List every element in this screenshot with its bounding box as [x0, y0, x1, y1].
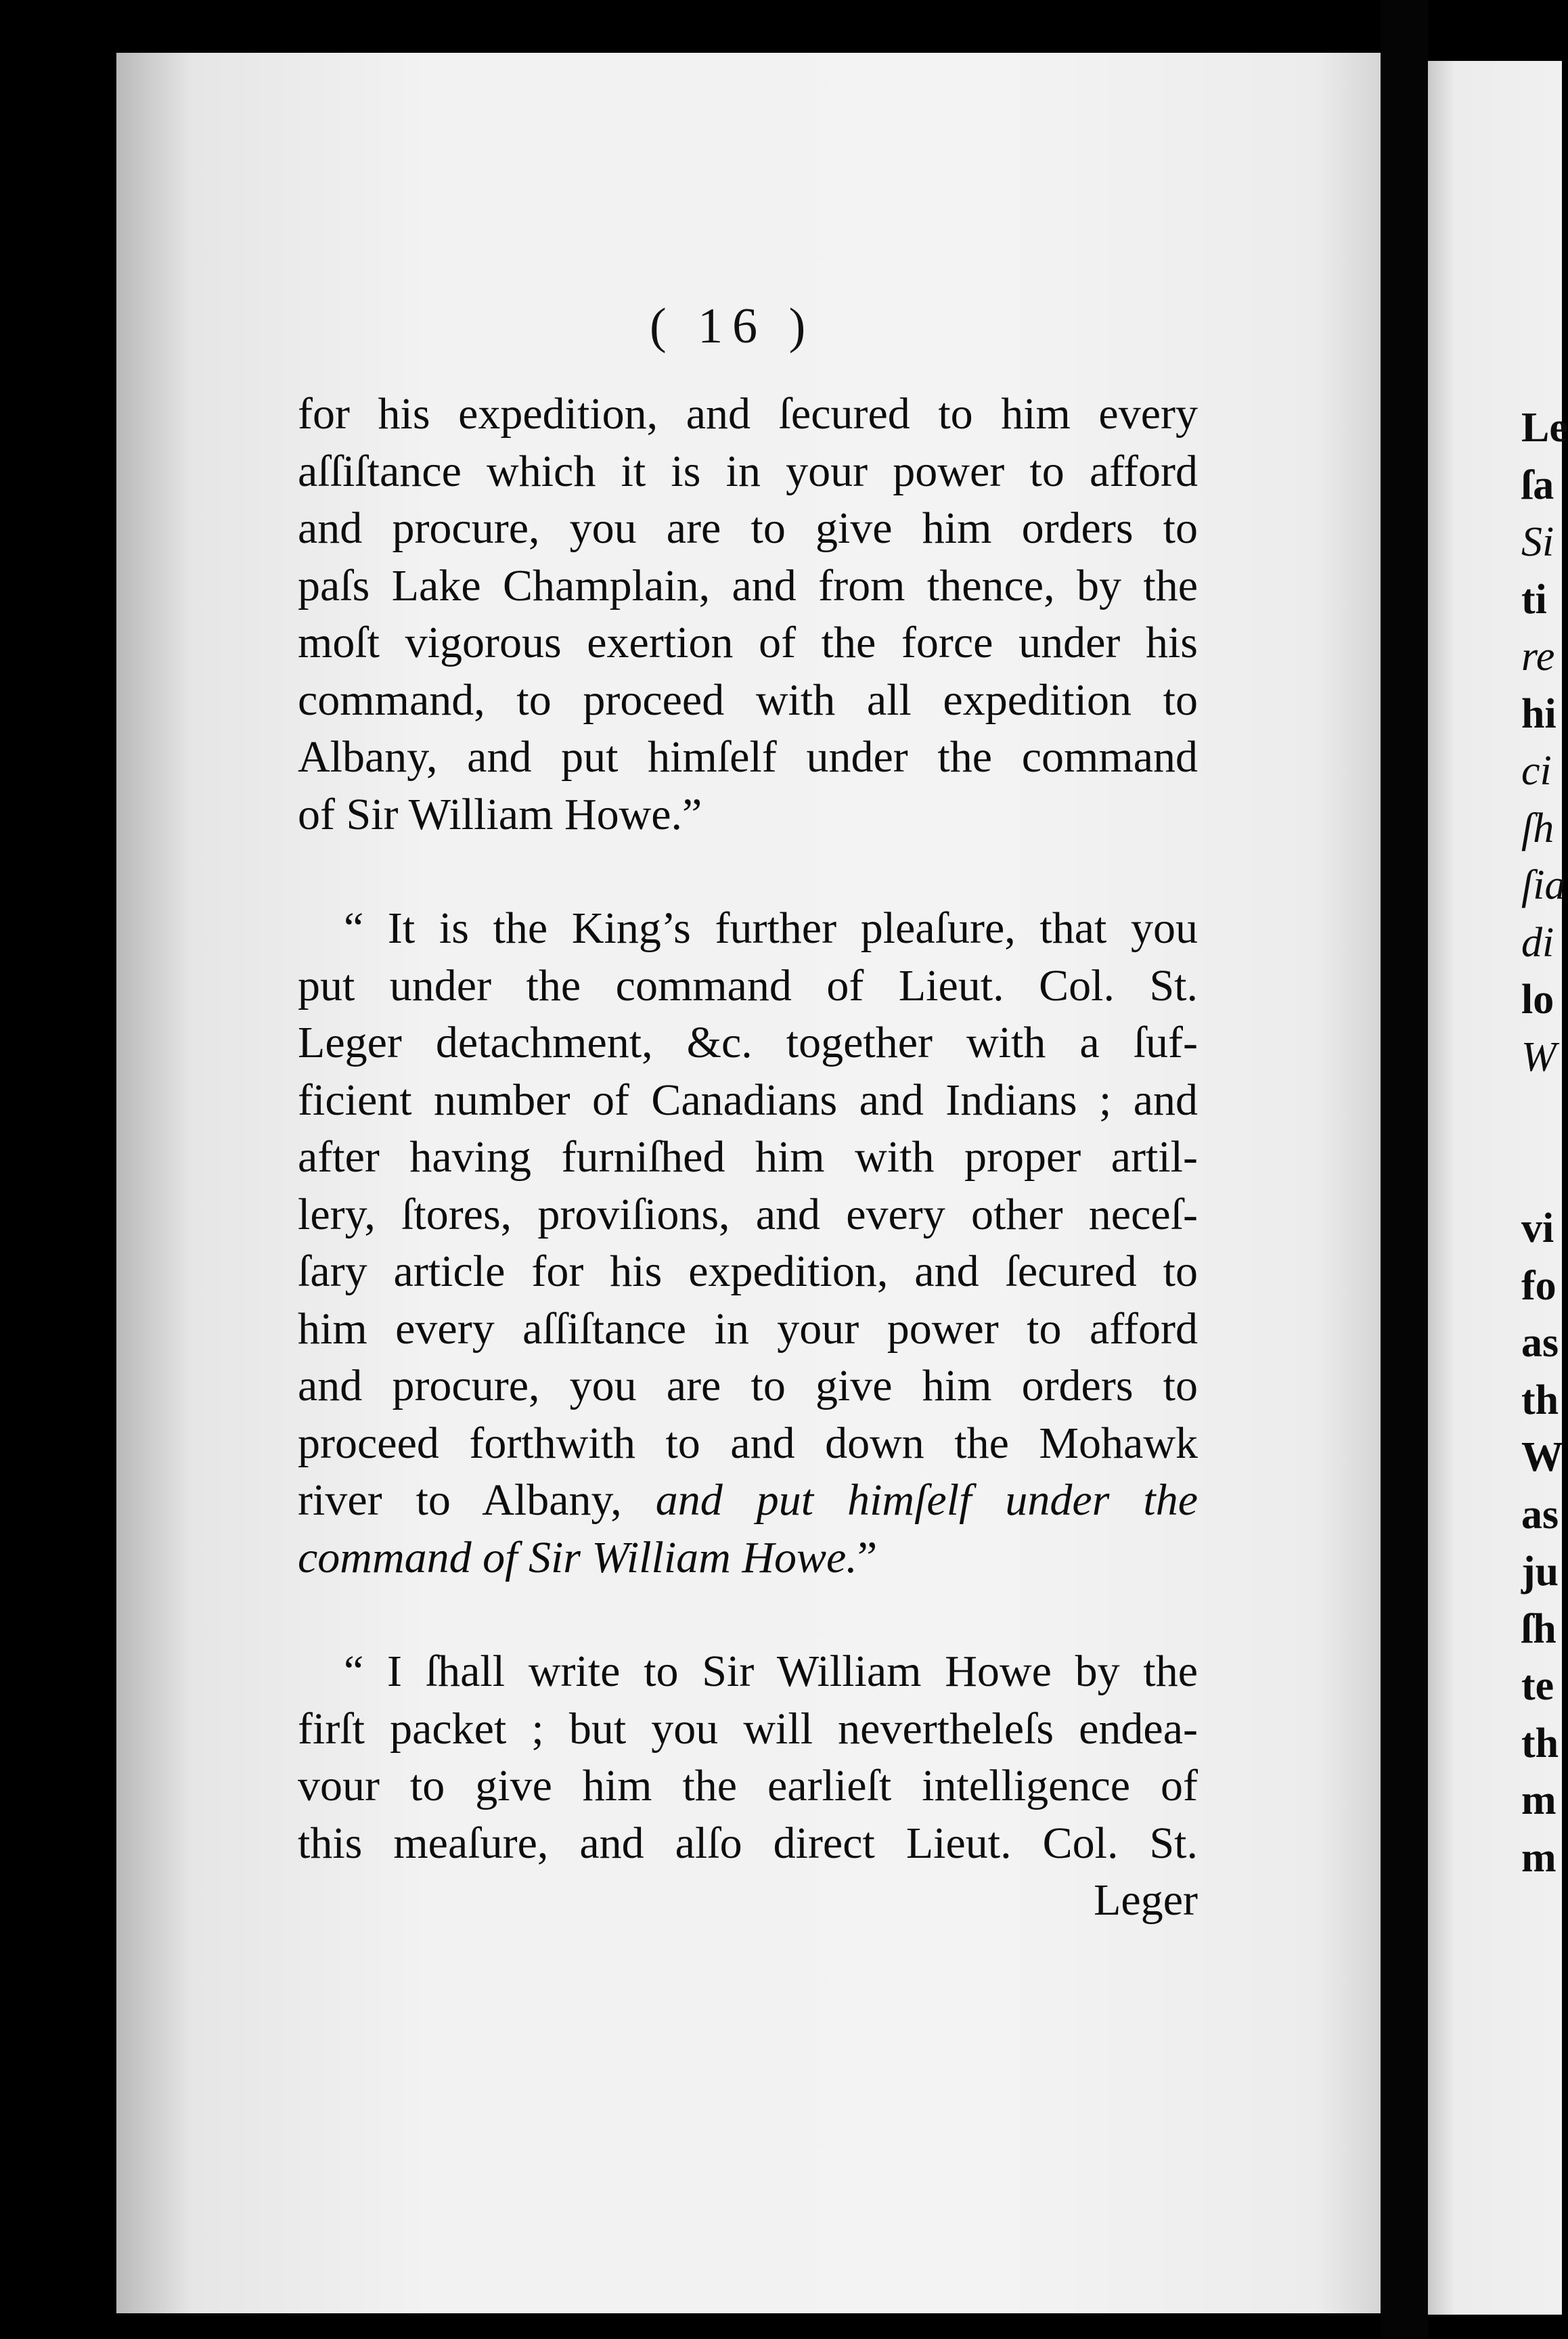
page-body [298, 386, 1198, 1930]
fragment: lo [1521, 977, 1554, 1023]
fragment [1521, 1086, 1568, 1143]
text-line: aſſiſtance which it is in your power to afford [298, 446, 1198, 496]
text-line: for his expedition, and ſecured to him every [298, 389, 1198, 439]
text-line: lery, ſtores, proviſions, and every other neceſ- [298, 1189, 1198, 1239]
text-roman: ” [857, 1532, 878, 1582]
fragment: ci [1521, 748, 1552, 794]
fragment: ſh [1521, 1605, 1556, 1652]
text-line: him every aſſiſtance in your power to afford [298, 1304, 1198, 1354]
fragment: hi [1521, 690, 1556, 737]
book-gutter [1381, 0, 1428, 2339]
fragment: te [1521, 1663, 1554, 1709]
text-italic: command of Sir William Howe. [298, 1532, 857, 1582]
text-line: Albany, and put himſelf under the command [298, 732, 1198, 782]
text-line: Leger detachment, &c. together with a ſuf- [298, 1018, 1198, 1067]
text-line: proceed forthwith to and down the Mohawk [298, 1418, 1198, 1468]
fragment: vi [1521, 1205, 1554, 1251]
text-line: firſt packet ; but you will nevertheleſs endea- [298, 1703, 1198, 1754]
fragment: m [1521, 1834, 1556, 1881]
text-line: after having furniſhed him with proper artil- [298, 1132, 1198, 1182]
fragment: ſa [1521, 462, 1554, 508]
fragment: ju [1521, 1549, 1559, 1595]
page-number: ( 16 ) [650, 298, 815, 354]
paragraph-2 [298, 900, 1198, 1586]
fragment: m [1521, 1777, 1556, 1823]
paragraph-1 [298, 386, 1198, 843]
text-line: vour to give him the earlieſt intelligence of [298, 1761, 1198, 1810]
text-italic: and put himſelf under the [655, 1475, 1198, 1525]
text-roman: river to Albany, [298, 1475, 622, 1525]
fragment: as [1521, 1320, 1559, 1366]
text-line: paſs Lake Champlain, and from thence, by the [298, 560, 1198, 610]
fragment: Le [1521, 405, 1568, 451]
fragment: ſh [1521, 805, 1554, 851]
fragment: as [1521, 1491, 1559, 1538]
text-line: of Sir William Howe.” [298, 789, 702, 839]
fragment: re [1521, 633, 1555, 680]
text-line: and procure, you are to give him orders to [298, 504, 1198, 553]
fragment: th [1521, 1377, 1559, 1423]
fragment: di [1521, 919, 1554, 966]
text-line: ficient number of Canadians and Indians ; and [298, 1075, 1198, 1125]
fragment: ti [1521, 576, 1547, 623]
text-line: command, to proceed with all expedition to [298, 675, 1198, 725]
fragment: fo [1521, 1262, 1556, 1309]
facing-page-fragments [1521, 399, 1568, 1886]
fragment: W [1521, 1033, 1556, 1080]
text-line [298, 1472, 1198, 1530]
text-line: “ I ſhall write to Sir William Howe by the [344, 1647, 1198, 1696]
fragment: W [1521, 1434, 1563, 1480]
text-line [298, 1530, 1198, 1587]
text-line: this meaſure, and alſo direct Lieut. Col. St. [298, 1818, 1198, 1868]
catchword: Leger [1094, 1875, 1198, 1925]
text-line: moſt vigorous exertion of the force under his [298, 618, 1198, 667]
fragment: th [1521, 1720, 1559, 1766]
paragraph-3 [298, 1643, 1198, 1872]
fragment [1521, 1143, 1568, 1201]
text-line: ſary article for his expedition, and ſecured to [298, 1247, 1198, 1296]
fragment: Si [1521, 519, 1554, 565]
text-line: and procure, you are to give him orders to [298, 1361, 1198, 1410]
text-line: put under the command of Lieut. Col. St. [298, 960, 1198, 1010]
fragment: ſia [1521, 862, 1566, 908]
text-line: “ It is the King’s further pleaſure, that you [344, 904, 1198, 953]
